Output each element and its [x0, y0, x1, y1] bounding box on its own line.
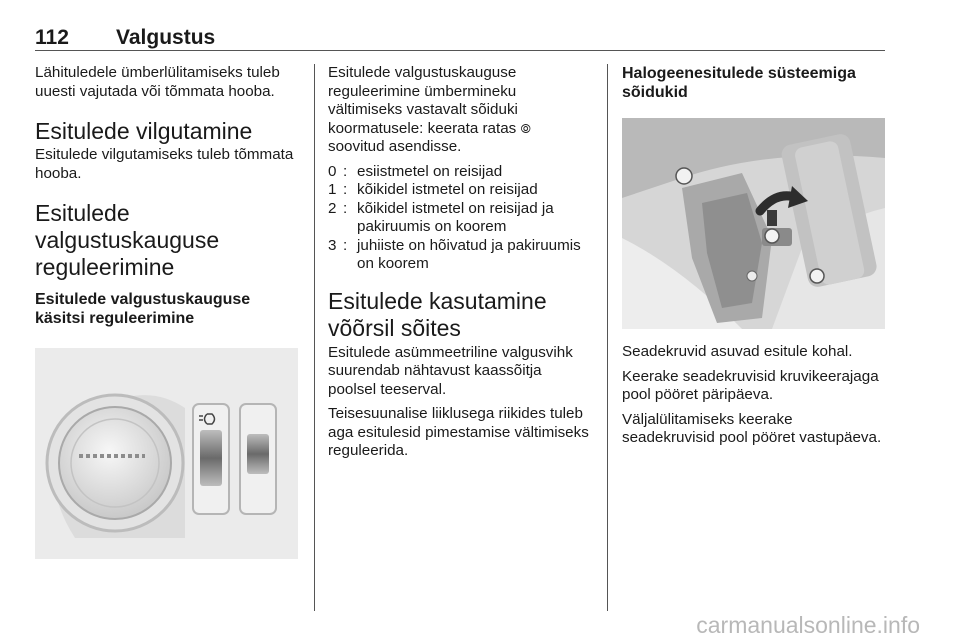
footer-watermark: carmanualsonline.info — [696, 612, 920, 638]
heading-abroad-2: võõrsil sõites — [328, 314, 461, 341]
list-item: 3 : juhiiste on hõivatud ja pakiruumis on koorem — [328, 236, 581, 272]
heading-manual-range: Esitulede valgustuskauguse käsitsi reguleerimine — [35, 291, 251, 327]
adjust-paragraph — [328, 64, 593, 157]
headlamp-adjuster-image — [622, 118, 885, 329]
heading-range-3: reguleerimine — [35, 254, 175, 280]
column-2 — [328, 64, 593, 461]
adjust-text: Esitulede valgustuskauguse reguleerimine ümbermineku vältimiseks vastavalt sõiduki koormatusele: keerata ratas — [328, 64, 518, 137]
list-item: 2 : kõikidel istmetel on reisijad ja pakiruumis on koorem — [328, 199, 554, 235]
heading-abroad-1: Esitulede kasutamine — [328, 287, 547, 314]
flash-paragraph: Esitulede vilgutamiseks tuleb tõmmata hooba. — [35, 146, 294, 182]
abroad-paragraph-2: Teisesuunalise liiklusega riikides tuleb aga esitulesid pimestamise vältimiseks reguleerida. — [328, 405, 589, 459]
column-divider-1 — [314, 64, 315, 611]
column-3 — [622, 64, 887, 448]
halogen-paragraph-3: Väljalülitamiseks keerake seadekruvisid pool pööret vastupäeva. — [622, 410, 882, 446]
page-number: 112 — [35, 26, 69, 49]
load-positions-list — [328, 163, 593, 274]
heading-range-1: Esitulede — [35, 200, 130, 226]
list-item: 0 : esiistmetel on reisijad — [328, 162, 503, 180]
adjust-text-end: soovitud asendisse. — [328, 138, 462, 155]
chapter-title: Valgustus — [116, 26, 216, 49]
abroad-paragraph-1: Esitulede asümmeetriline valgusvihk suurendab nähtavust kaassõitja poolsel teeserval. — [328, 343, 573, 398]
column-divider-2 — [607, 64, 608, 611]
page-header — [35, 24, 885, 51]
column-1 — [35, 64, 300, 559]
heading-range-2: valgustuskauguse — [35, 227, 220, 253]
halogen-paragraph-1: Seadekruvid asuvad esitule kohal. — [622, 343, 853, 360]
headlight-switch-image — [35, 348, 298, 559]
heading-halogen: Halogeenesitulede süsteemiga sõidukid — [622, 65, 856, 101]
intro-paragraph: Lähituledele ümberlülitamiseks tuleb uuesti vajutada või tõmmata hooba. — [35, 64, 280, 100]
headlight-range-icon: ⦾ — [520, 120, 531, 136]
list-item: 1 : kõikidel istmetel on reisijad — [328, 181, 538, 198]
halogen-paragraph-2: Keerake seadekruvisid kruvikeerajaga pool pööret päripäeva. — [622, 367, 879, 403]
heading-flash: Esitulede vilgutamine — [35, 118, 253, 144]
